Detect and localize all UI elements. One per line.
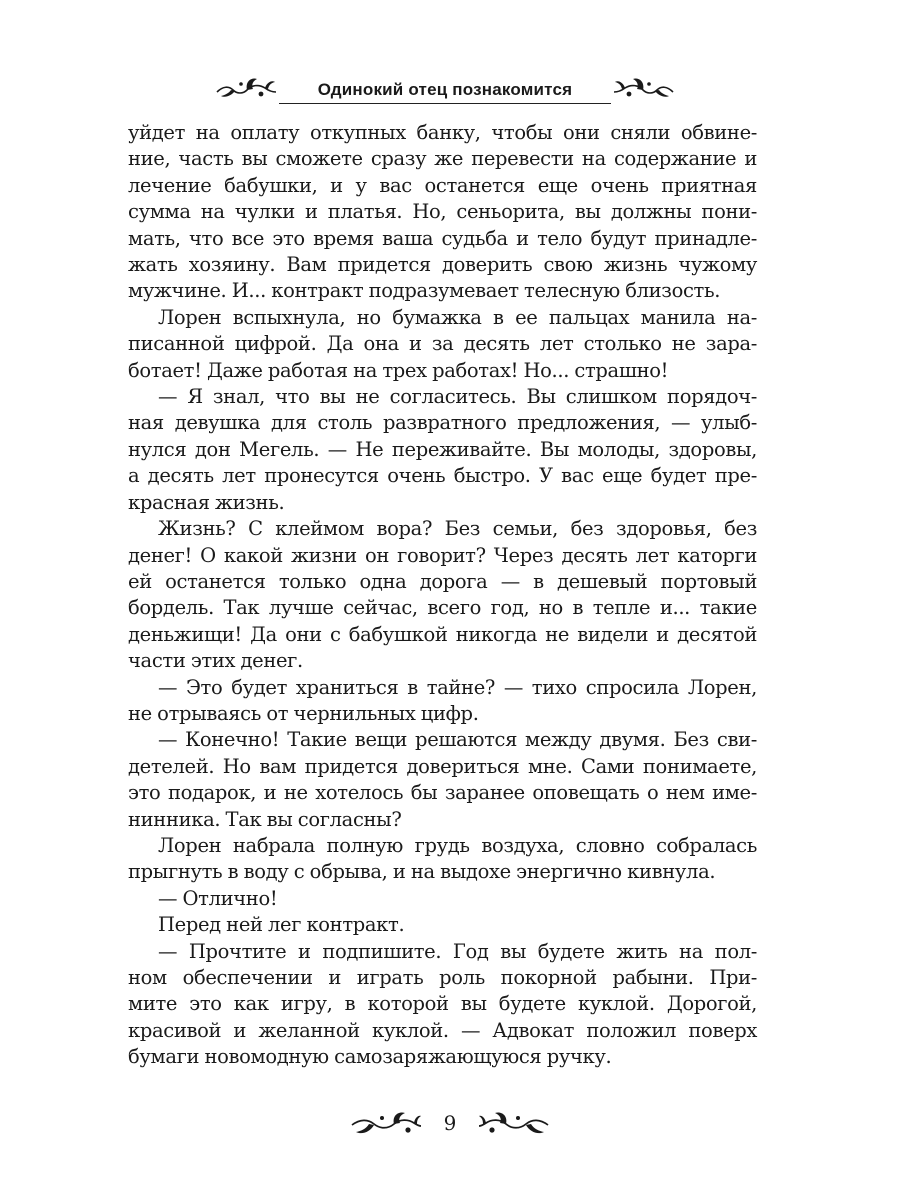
floral-flourish-icon [478,1109,550,1139]
text-line: ная девушка для столь развратного предложения, — улыб- [128,411,757,435]
text-line: мужчине. И... контракт подразумевает телесную близость. [128,279,721,303]
text-line: уйдет на оплату откупных банку, чтобы они сняли обвине- [128,121,757,144]
text-line: нинника. Так вы согласны? [128,807,402,831]
text-line: ботает! Даже работая на трех работах! Но... страшно! [128,358,669,382]
floral-flourish-icon [215,74,277,102]
text-line: — Прочтите и подпишите. Год вы будете жить на пол- [158,939,757,963]
text-line: прыгнуть в воду с обрыва, и на выдохе энергично кивнула. [128,860,716,884]
text-line: не отрываясь от чернильных цифр. [128,701,479,725]
text-line: Жизнь? С клеймом вора? Без семьи, без здоровья, без [158,517,757,541]
text-line: мать, что все это время ваша судьба и тело будут принадле- [128,226,757,250]
text-line: Лорен вспыхнула, но бумажка в ее пальцах манила на- [158,305,757,329]
text-line: Перед ней лег контракт. [158,913,405,937]
text-line: жать хозяину. Вам придется доверить свою жизнь чужому [128,253,757,277]
text-line: денег! О какой жизни он говорит? Через десять лет каторги [128,543,757,567]
text-line: сумма на чулки и платья. Но, сеньорита, вы должны пони- [128,200,757,224]
text-line: — Я знал, что вы не согласитесь. Вы слишком порядоч- [158,385,757,409]
header-rule [279,103,611,104]
text-line: части этих денег. [128,649,303,673]
text-line: бумаги новомодную самозаряжающуюся ручку. [128,1045,612,1069]
text-line: — Отлично! [158,886,278,910]
text-line: детелей. Но вам придется довериться мне. Сами понимаете, [128,754,757,778]
body-text [128,120,757,1071]
text-line: лечение бабушки, и у вас останется еще очень приятная [128,173,757,197]
text-line: — Это будет храниться в тайне? — тихо спросила Лорен, [158,675,757,699]
floral-flourish-icon [350,1109,422,1139]
text-line: — Конечно! Такие вещи решаются между двумя. Без сви- [158,728,757,752]
text-line: Лорен набрала полную грудь воздуха, словно собралась [158,833,757,857]
floral-flourish-icon [613,74,675,102]
text-line: ние, часть вы сможете сразу же перевести на содержание и [128,147,757,171]
text-line: красивой и желанной куклой. — Адвокат положил поверх [128,1018,757,1042]
text-line: красная жизнь. [128,490,285,514]
text-line: мите это как игру, в которой вы будете куклой. Дорогой, [128,992,757,1016]
text-line: писанной цифрой. Да она и за десять лет столько не зара- [128,332,757,356]
running-header [215,70,675,110]
text-line: а десять лет пронесутся очень быстро. У вас еще будет пре- [128,464,757,488]
page-number: 9 [443,1111,457,1135]
text-line: ном обеспечении и играть роль покорной рабыни. При- [128,966,757,989]
running-title: Одинокий отец познакомится [317,80,573,99]
text-line: ей останется только одна дорога — в дешевый портовый [128,569,757,593]
text-line: нулся дон Мегель. — Не переживайте. Вы молоды, здоровы, [128,437,757,461]
text-line: деньжищи! Да они с бабушкой никогда не видели и десятой [128,622,757,646]
text-line: бордель. Так лучше сейчас, всего год, но в тепле и... такие [128,596,757,620]
page-footer [350,1105,550,1145]
text-line: это подарок, и не хотелось бы заранее оповещать о нем име- [128,781,757,805]
